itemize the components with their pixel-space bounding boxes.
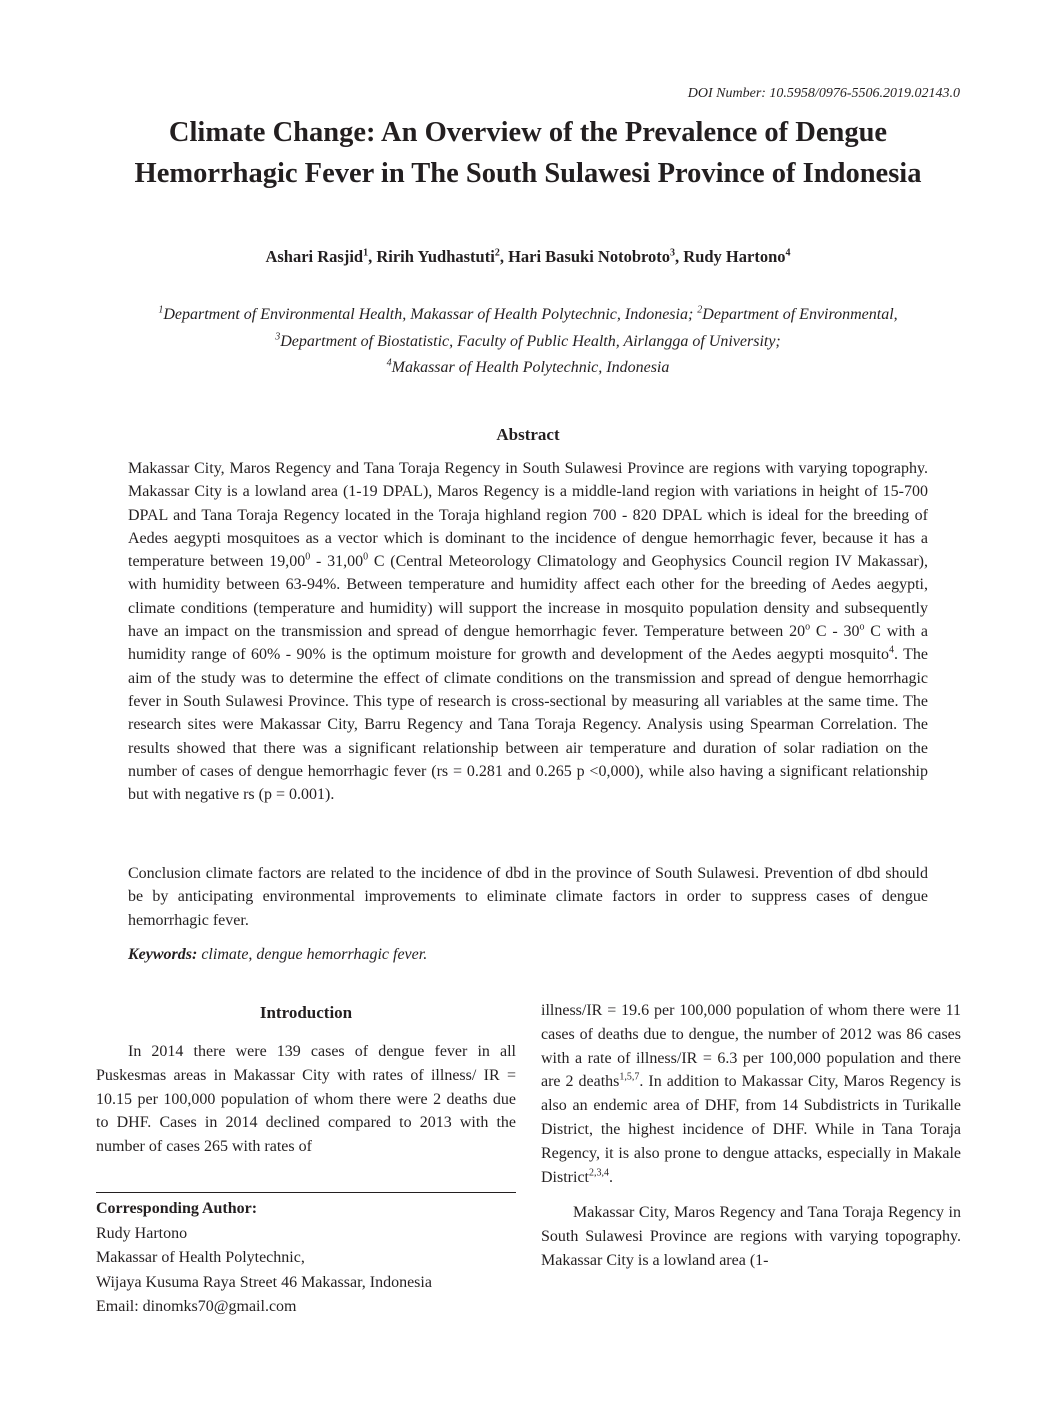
affiliation-text: Department of Biostatistic, Faculty of Public Health, Airlangga of University; bbox=[280, 332, 781, 350]
doi-number: DOI Number: 10.5958/0976-5506.2019.02143.0 bbox=[687, 86, 960, 101]
affiliation-mark: 1 bbox=[158, 304, 164, 316]
corresponding-author-heading: Corresponding Author: bbox=[96, 1200, 258, 1217]
affiliation-mark: 3 bbox=[275, 331, 281, 343]
introduction-paragraph: illness/IR = 19.6 per 100,000 population of whom there were 11 cases of deaths due to dengue, the number of 2012 was 86 cases with a rate of illness/IR = 6.3 per 100,000 population and there are 2 deaths$^{1,5,7}$. In addition to Makassar City, Maros Regency is also an endemic area of DHF, from 14 Subdistricts in Turikalle District, the highest incidence of DHF. While in Tana Toraja Regency, it is also prone to dengue attacks, especially in Makale District$^{2,3,4}$. bbox=[541, 1002, 962, 1186]
author-name: Ashari Rasjid bbox=[265, 247, 364, 266]
affiliation-mark: 2 bbox=[697, 304, 703, 316]
affiliation-text: Department of Environmental Health, Makassar of Health Polytechnic, Indonesia; bbox=[163, 306, 698, 323]
paper-title: Climate Change: An Overview of the Prevalence of Dengue Hemorrhagic Fever in The South Sulawesi Province of Indonesia bbox=[134, 117, 922, 189]
corresponding-author-block bbox=[96, 1197, 516, 1320]
keywords-text: climate, dengue hemorrhagic fever. bbox=[197, 946, 428, 963]
author-affiliation-mark: 4 bbox=[785, 247, 791, 259]
author-affiliation-mark: 3 bbox=[670, 247, 676, 259]
keywords-label: Keywords: bbox=[128, 946, 198, 963]
introduction-heading: Introduction bbox=[259, 1003, 353, 1022]
corresponding-author-name: Rudy Hartono bbox=[96, 1224, 188, 1242]
introduction-paragraph: Makassar City, Maros Regency and Tana Toraja Regency in South Sulawesi Province are regions with varying topography. Makassar City is a lowland area (1- bbox=[541, 1204, 961, 1269]
affiliation-mark: 4 bbox=[386, 357, 392, 369]
affiliations bbox=[150, 302, 906, 382]
author-affiliation-mark: 1 bbox=[363, 247, 369, 259]
author-affiliation-mark: 2 bbox=[494, 247, 500, 259]
corresponding-author-email[interactable]: Email: dinomks70@gmail.com bbox=[96, 1298, 297, 1316]
abstract-heading: Abstract bbox=[496, 425, 560, 444]
abstract-paragraph: Makassar City, Maros Regency and Tana Toraja Regency in South Sulawesi Province are regions with varying topography. Makassar City is a lowland area (1-19 DPAL), Maros Regency is a middle-land region with variations in height of 15-700 DPAL and Tana Toraja Regency located in the Toraja highland region 700 - 820 DPAL which is ideal for the breeding of Aedes aegypti mosquitoes as a vector which is dominant to the incidence of dengue hemorrhagic fever, because it has a temperature between 19,00$^0$ - 31,00$^0$ C (Central Meteorology Climatology and Geophysics Council region IV Makassar), with humidity between 63-94%. Between temperature and humidity affect each other for the breeding of Aedes aegypti, climate conditions (temperature and humidity) will support the increase in mosquito population density and subsequently have an impact on the transmission and spread of dengue hemorrhagic fever. Temperature between 20$^o$ C - 30$^o$ C with a humidity range of 60% - 90% is the optimum moisture for growth and development of the Aedes aegypti mosquito$^4$. The aim of the study was to determine the effect of climate conditions on the transmission and spread of dengue hemorrhagic fever in South Sulawesi Province. This type of research is cross-sectional by measuring all variables at the same time. The research sites were Makassar City, Barru Regency and Tana Toraja Regency. Analysis using Spearman Correlation. The results showed that there was a significant relationship between air temperature and duration of solar radiation on the number of cases of dengue hemorrhagic fever (rs = 0.281 and 0.265 p <0,000), while also having a significant relationship but with negative rs (p = 0.001). bbox=[128, 460, 929, 804]
author-list: Ashari Rasjid$^1$, Ririh Yudhastuti$^2$, Hari Basuki Notobroto$^3$, Rudy Hartono$^4$ bbox=[265, 247, 791, 266]
corresponding-author-institution: Makassar of Health Polytechnic, bbox=[96, 1249, 305, 1267]
introduction-left-column bbox=[96, 1040, 516, 1159]
introduction-paragraph: In 2014 there were 139 cases of dengue fever in all Puskesmas areas in Makassar City with rates of illness/ IR = 10.15 per 100,000 population of whom there were 2 deaths due to DHF. Cases in 2014 declined compared to 2013 with the number of cases 265 with rates of bbox=[96, 1043, 516, 1156]
author-name: Hari Basuki Notobroto bbox=[508, 247, 671, 266]
affiliation-text: Makassar of Health Polytechnic, Indonesia bbox=[391, 359, 670, 376]
introduction-right-column bbox=[541, 999, 961, 1273]
corresponding-author-address: Wijaya Kusuma Raya Street 46 Makassar, Indonesia bbox=[96, 1273, 432, 1291]
abstract-conclusion: Conclusion climate factors are related to the incidence of dbd in the province of South Sulawesi. Prevention of dbd should be by anticipating environmental improvements to eliminate climate factors in order to suppress cases of dengue hemorrhagic fever. bbox=[128, 865, 928, 929]
affiliation-text: Department of Environmental, bbox=[702, 306, 898, 323]
author-name: Rudy Hartono bbox=[683, 247, 786, 266]
keywords bbox=[128, 946, 928, 964]
author-name: Ririh Yudhastuti bbox=[376, 247, 495, 266]
footnote-divider bbox=[96, 1192, 516, 1193]
